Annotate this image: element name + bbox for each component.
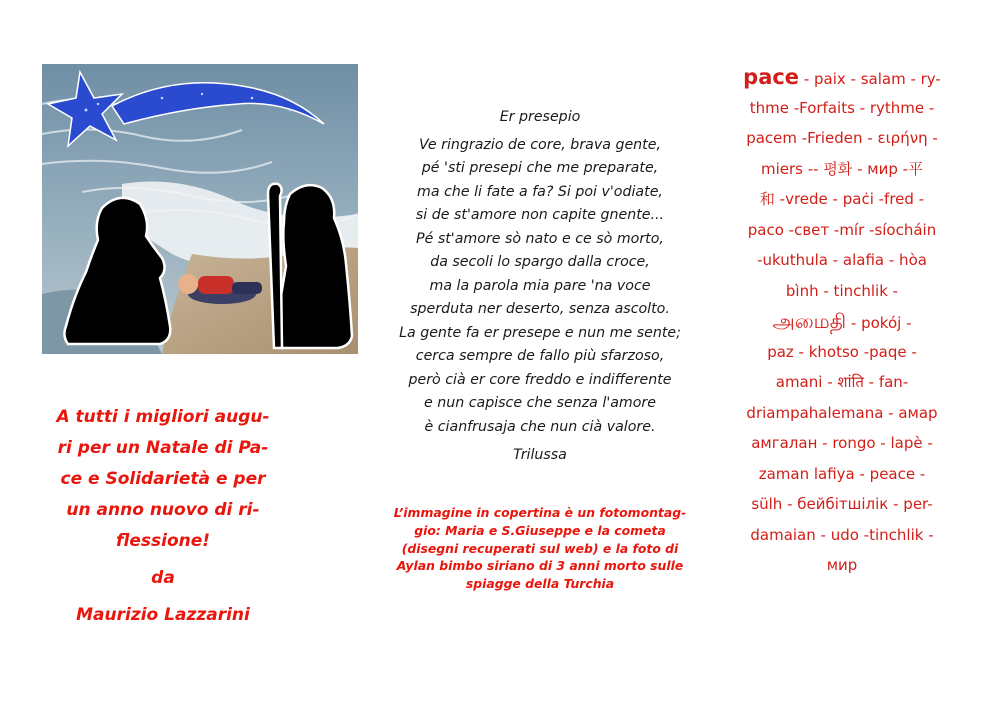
poem-line: La gente fa er presepe e nun me sente; <box>399 324 681 341</box>
peace-line: driampahalemana - амар <box>746 403 938 422</box>
peace-word-list <box>722 62 962 581</box>
caption-line: (disegni recuperati sul web) e la foto di <box>401 540 679 556</box>
peace-line: 和 -vrede - paċi -fred - <box>759 190 925 208</box>
peace-line: miers -- 평화 - мир -平 <box>760 159 924 178</box>
greeting-line: A tutti i migliori augu- <box>56 407 270 427</box>
caption-line: L’immagine in copertina è un fotomontag- <box>393 505 687 520</box>
peace-line: amani - शांति - fan- <box>775 373 909 391</box>
peace-text: - pokój - <box>846 314 912 332</box>
caption-line: gio: Maria e S.Giuseppe e la cometa <box>414 522 666 538</box>
peace-line-first <box>722 62 962 93</box>
greeting-line: flessione! <box>115 531 211 551</box>
peace-headword: pace <box>743 65 800 89</box>
greeting-from: da <box>151 568 175 588</box>
caption-line: spiagge della Turchia <box>465 576 615 592</box>
poem-line: pé 'sti presepi che me preparate, <box>421 160 659 176</box>
poem-line: è cianfrusaja che nun cià valore. <box>424 418 656 435</box>
peace-line: амгалан - rongo - lapè - <box>751 434 933 452</box>
peace-line: sülh - бейбітшілік - per- <box>751 495 933 513</box>
peace-line: zaman lafiya - peace - <box>758 464 926 483</box>
poem-line: Ve ringrazio de core, brava gente, <box>419 136 661 153</box>
greeting-signature: Maurizio Lazzarini <box>76 605 250 625</box>
greeting-line: un anno nuovo di ri- <box>66 500 260 520</box>
greeting-line: ri per un Natale di Pa- <box>57 438 269 458</box>
poem-line: cerca sempre de fallo più sfarzoso, <box>415 348 665 364</box>
peace-line: paco -свет -mír -síocháin <box>747 220 937 239</box>
poem-title: Er presepio <box>499 109 581 125</box>
poem <box>372 106 708 468</box>
peace-tamil-word: அமைதி <box>772 309 847 333</box>
peace-line: -ukuthula - alafia - hòa <box>757 251 927 269</box>
poem-line: però cià er core freddo e indifferente <box>408 371 672 388</box>
poem-author: Trilussa <box>513 447 567 463</box>
poem-line: si de st'amore non capite gnente... <box>415 207 665 223</box>
poem-line: sperduta ner deserto, senza ascolto. <box>410 301 670 317</box>
caption-line: Aylan bimbo siriano di 3 anni morto sulle <box>396 558 684 574</box>
greeting-line: ce e Solidarietà e per <box>60 469 266 489</box>
peace-text: - paix - salam - ry- <box>799 70 941 88</box>
poem-line: ma la parola mia pare 'na voce <box>429 277 651 294</box>
photo-caption <box>370 504 710 593</box>
poem-line: ma che li fate a fa? Si poi v'odiate, <box>417 183 663 200</box>
peace-line: damaian - udo -tinchlik - <box>750 525 934 544</box>
greeting-message <box>32 402 294 631</box>
peace-line: paz - khotso -paqe - <box>767 342 917 361</box>
nativity-photomontage <box>42 64 358 354</box>
peace-line: pacem -Frieden - ειρήνη - <box>746 129 938 147</box>
peace-line-tamil <box>722 306 962 337</box>
poem-line: da secoli lo spargo dalla croce, <box>430 254 650 270</box>
poem-line: e nun capisce che senza l'amore <box>424 395 656 411</box>
peace-line: мир <box>826 556 858 574</box>
peace-line: bình - tinchlik - <box>785 281 899 300</box>
photomontage-drawing <box>42 64 358 354</box>
poem-line: Pé st'amore sò nato e ce sò morto, <box>416 230 664 247</box>
peace-line: thme -Forfaits - rythme - <box>749 98 935 117</box>
